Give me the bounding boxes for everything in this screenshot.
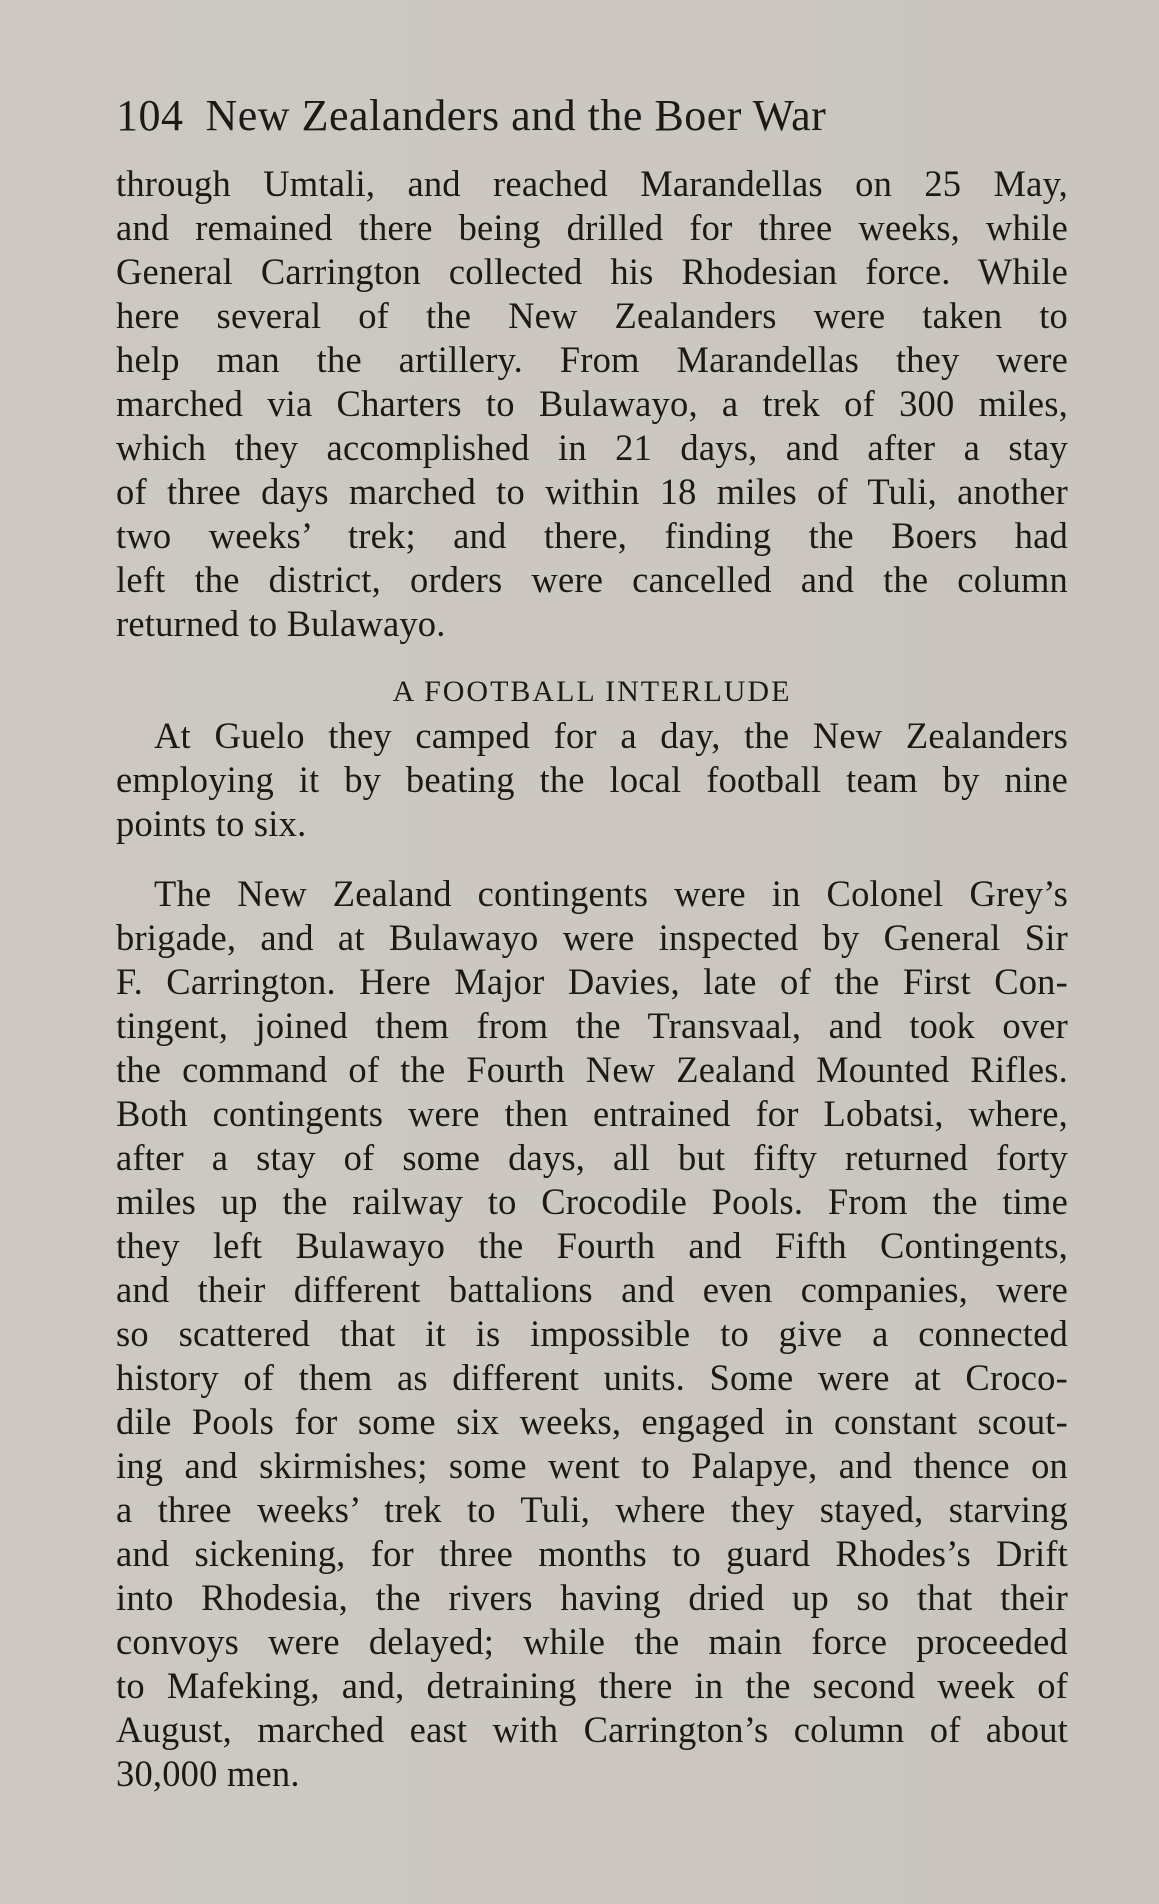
text-line: history of them as different units. Some were at Croco- [116,1357,1068,1398]
text-line: tingent, joined them from the Transvaal, and took over [116,1005,1068,1046]
text-line: returned to Bulawayo. [116,603,446,644]
text-line: General Carrington collected his Rhodesian force. While [116,251,1068,292]
text-line: left the district, orders were cancelled and the column [116,559,1068,600]
text-line: after a stay of some days, all but fifty returned forty [116,1137,1068,1178]
text-line: and their different battalions and even companies, were [116,1269,1068,1310]
text-line: help man the artillery. From Marandellas they were [116,339,1068,380]
text-line: employing it by beating the local football team by nine [116,759,1068,800]
text-line: convoys were delayed; while the main force proceeded [116,1621,1068,1662]
text-line: so scattered that it is impossible to give a connected [116,1313,1068,1354]
text-line: and remained there being drilled for three weeks, while [116,207,1068,248]
page-number: 104 [116,91,184,140]
text-line: here several of the New Zealanders were taken to [116,295,1068,336]
text-line: marched via Charters to Bulawayo, a trek of 300 miles, [116,383,1068,424]
text-line: they left Bulawayo the Fourth and Fifth Contingents, [116,1225,1068,1266]
text-line: brigade, and at Bulawayo were inspected by General Sir [116,917,1068,958]
text-line: Both contingents were then entrained for Lobatsi, where, [116,1093,1068,1134]
text-line: two weeks’ trek; and there, finding the Boers had [116,515,1068,556]
text-line: through Umtali, and reached Marandellas on 25 May, [116,163,1068,204]
text-line: miles up the railway to Crocodile Pools. From the time [116,1181,1068,1222]
running-header [116,88,1011,144]
text-line: August, marched east with Carrington’s column of about [116,1709,1068,1750]
text-line: ing and skirmishes; some went to Palapye, and thence on [116,1445,1068,1486]
text-line: The New Zealand contingents were in Colonel Grey’s [154,873,1068,914]
text-line: to Mafeking, and, detraining there in the second week of [116,1665,1068,1706]
text-line: which they accomplished in 21 days, and after a stay [116,427,1068,468]
text-line: into Rhodesia, the rivers having dried up so that their [116,1577,1068,1618]
text-line: F. Carrington. Here Major Davies, late of the First Con- [116,961,1068,1002]
running-title: New Zealanders and the Boer War [205,91,827,140]
text-line: At Guelo they camped for a day, the New Zealanders [154,715,1068,756]
text-line: points to six. [116,803,307,844]
text-line: dile Pools for some six weeks, engaged in constant scout- [116,1401,1068,1442]
text-line: and sickening, for three months to guard Rhodes’s Drift [116,1533,1068,1574]
paragraph-1 [116,162,1068,646]
text-line: a three weeks’ trek to Tuli, where they stayed, starving [116,1489,1068,1530]
section-heading: A FOOTBALL INTERLUDE [392,675,792,708]
text-line: the command of the Fourth New Zealand Mounted Rifles. [116,1049,1068,1090]
text-line: of three days marched to within 18 miles of Tuli, another [116,471,1068,512]
paragraph-3 [116,872,1068,1796]
paragraph-2 [116,714,1068,846]
text-line: 30,000 men. [116,1753,300,1794]
